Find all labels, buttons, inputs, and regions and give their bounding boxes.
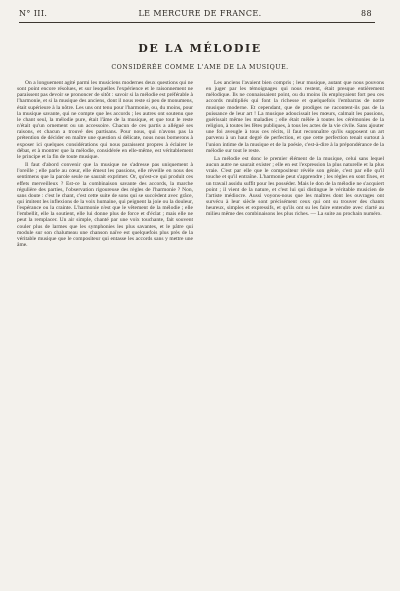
paragraph: On a longuement agité parmi les musiciens modernes deux questions qui ne sont point encore résolues, et sur lesquelles l'expérience et le raisonnement ne paraissent pas devoir se prononcer de sitôt : savoir si la mélodie est préférable à l'harmonie, et si la musique des anciens, dont il nous reste si peu de monumens, était supérieure à la nôtre. Les uns ont tenu pour l'harmonie, ou, du moins, pour la musique savante, qui ne compte que les accords ; les autres ont soutenu que le chant seul, la mélodie pure, était l'âme de la musique, et que tout le reste n'était qu'un ornement ou un accessoire. Chacun de ces partis a allégué ses raisons, et chacun a trouvé des partisans. Pour nous, qui n'avons pas la prétention de décider en maître une question si délicate, nous nous bornerons à exposer ici quelques considérations qui nous paraissent propres à éclairer le débat, et à montrer que la mélodie, considérée en elle-même, est véritablement le principe et la fin de toute musique. xyxy=(17,80,193,160)
paragraph: Il faut d'abord convenir que la musique ne s'adresse pas uniquement à l'oreille ; elle parle au cœur, elle émeut les passions, elle réveille en nous des sentimens que la parole seule ne saurait exprimer. Or, qu'est-ce qui produit ces effets merveilleux ? Est-ce la combinaison savante des accords, la marche régulière des parties, l'observation rigoureuse des règles de l'harmonie ? Non, sans doute : c'est le chant, c'est cette suite de sons qui se succèdent avec grâce, qui imitent les inflexions de la voix humaine, qui peignent la joie ou la douleur, l'espérance ou la crainte. L'harmonie n'est que le vêtement de la mélodie ; elle l'embellit, elle la soutient, elle lui donne plus de force et d'éclat ; mais elle ne peut la remplacer. Un air simple, chanté par une voix touchante, fait souvent couler plus de larmes que les symphonies les plus savantes, et le pâtre qui module sur son chalumeau une chanson naïve est quelquefois plus près de la véritable musique que le compositeur qui entasse les accords sans y mettre une âme. xyxy=(17,162,193,249)
text-column-left xyxy=(17,80,193,574)
text-column-right xyxy=(206,80,384,574)
page-number: 88 xyxy=(361,9,372,18)
article-title: DE LA MÉLODIE xyxy=(138,42,262,55)
paragraph: La mélodie est donc le premier élément de la musique, celui sans lequel aucun autre ne saurait exister ; elle en est l'expression la plus naturelle et la plus vraie. C'est par elle que le compositeur révèle son génie, c'est par elle qu'il touche et qu'il entraîne. L'harmonie peut s'apprendre ; les règles en sont fixes, et un travail assidu suffit pour les posséder. Mais le don de la mélodie ne s'acquiert point ; il vient de la nature, et c'est lui qui distingue le véritable musicien de l'artiste médiocre. Aussi voyons-nous que les maîtres dont les ouvrages ont survécu à leur siècle sont précisément ceux qui ont su trouver des chants heureux, simples et expressifs, et qu'ils ont su les faire entendre avec clarté au milieu même des combinaisons les plus riches. — La suite au prochain numéro. xyxy=(206,155,384,218)
issue-number: N° III. xyxy=(19,9,48,18)
journal-name: LE MERCURE DE FRANCE. xyxy=(138,9,262,18)
header-rule xyxy=(19,22,375,23)
article-subtitle: CONSIDÉRÉE COMME L'AME DE LA MUSIQUE. xyxy=(111,64,289,71)
running-header xyxy=(0,0,400,22)
paragraph: Les anciens l'avaient bien compris ; leur musique, autant que nous pouvons en juger par les témoignages qui nous restent, était presque entièrement mélodique. Ils ne connaissaient point, ou du moins ils employaient fort peu ces accords multipliés qui font la richesse et quelquefois l'embarras de notre musique moderne. Et cependant, que de prodiges ne racontent-ils pas de la puissance de leur art ! La musique adoucissait les mœurs, calmait les passions, guérissait même les maladies ; elle était mêlée à toutes les cérémonies de la religion, à toutes les fêtes publiques, à tous les actes de la vie civile. Sans ajouter une foi aveugle à tous ces récits, il faut reconnaître qu'ils supposent un art parvenu à un haut degré de perfection, et que cette perfection tenait surtout à l'union intime de la musique et de la poésie, c'est-à-dire à la prépondérance de la mélodie sur tout le reste. xyxy=(206,80,384,154)
